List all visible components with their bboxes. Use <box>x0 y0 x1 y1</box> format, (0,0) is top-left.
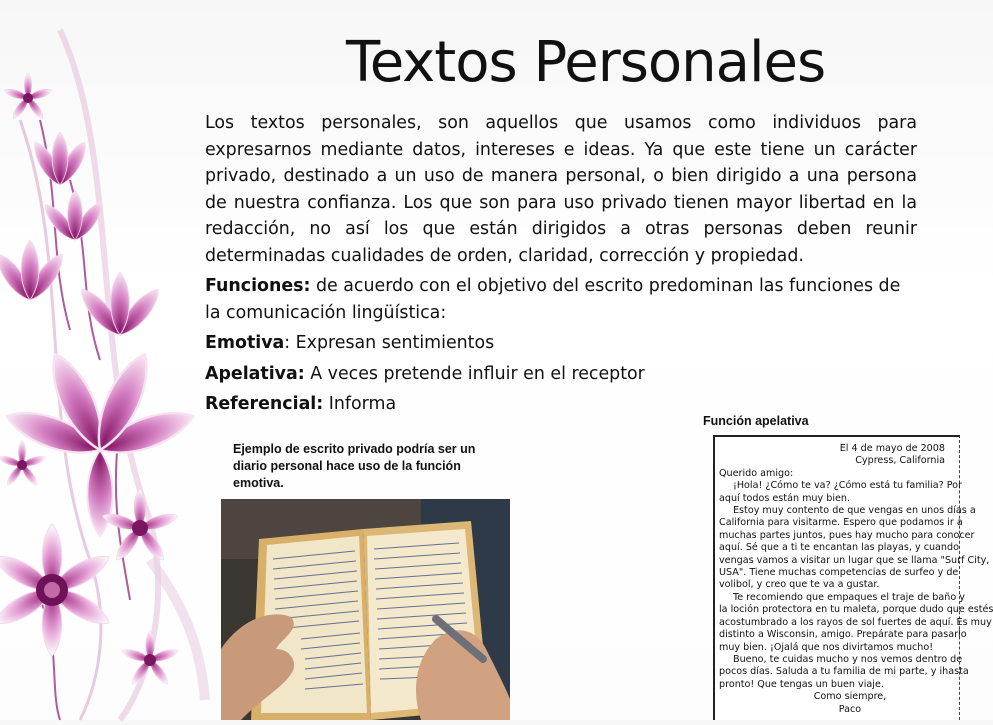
letter-closing: Como siempre, <box>813 691 887 703</box>
letter-line: Bueno, te cuidas mucho y nos vemos dentro de <box>733 653 963 665</box>
letter-line: distinto a Wisconsin, amigo. Prepárate para pasarlo <box>719 629 967 641</box>
function-label: Referencial: <box>205 394 324 414</box>
functions-label: Funciones: <box>205 276 311 296</box>
diary-photo <box>221 499 510 720</box>
letter-line: acostumbrado a los rayos de sol fuertes de aquí. Es muy <box>719 616 992 628</box>
letter-place: Cypress, California <box>855 455 945 467</box>
page-title: Textos Personales <box>346 30 826 95</box>
function-text: A veces pretende influir en el receptor <box>304 363 645 384</box>
function-text: Informa <box>323 394 397 414</box>
functions-text: de acuerdo con el objetivo del escrito predominan las funciones de la comunicación lingüística: <box>205 276 901 323</box>
function-label: Apelativa: <box>205 363 305 384</box>
letter-line: la loción protectora en tu maleta, porque dudo que estés <box>719 604 993 616</box>
letter-greeting: Querido amigo: <box>719 467 794 479</box>
letter-line: ¡Hola! ¿Cómo te va? ¿Cómo está tu familia? Por <box>733 480 962 492</box>
function-text: : Expresan sentimientos <box>284 333 495 353</box>
function-item-referencial <box>205 391 917 418</box>
letter-line: Te recomiendo que empaques el traje de baño y <box>733 591 965 603</box>
letter-line: Estoy muy contento de que vengas en unos días a <box>733 505 976 517</box>
function-item-emotiva <box>205 330 917 357</box>
letter-line: pocos días. Saluda a tu familia de mi parte, y ihasta <box>719 666 969 678</box>
diary-caption: Ejemplo de escrito privado podría ser un diario personal hace uso de la función emotiva. <box>233 442 476 490</box>
letter-line: aquí. Sé que a ti te encantan las playas, y cuando <box>719 542 959 554</box>
letter-line: California para visitarme. Espero que podamos ir a <box>719 517 963 529</box>
functions-paragraph <box>205 273 917 326</box>
letter-example <box>713 435 993 720</box>
function-item-apelativa <box>205 361 917 388</box>
letter-line: volibol, y creo que te va a gustar. <box>719 579 880 591</box>
letter-line: vengas vamos a visitar un lugar que se llama "Surf City, <box>719 554 990 566</box>
intro-paragraph: Los textos personales, son aquellos que usamos como individuos para expresarnos mediante datos, intereses e ideas. Ya que este tiene un carácter privado, destinado a un uso de manera personal, o bien dirigido a una persona de nuestra confianza. Los que son para uso privado tienen mayor libertad en la redacción, no así los que están dirigidos a otras personas deben reunir determinadas cualidades de orden, claridad, corrección y propiedad. <box>205 113 917 266</box>
letter-line: aquí todos están muy bien. <box>719 492 851 504</box>
letter-date: El 4 de mayo de 2008 <box>839 443 945 454</box>
letter-line: pronto! Que tengas un buen viaje. <box>719 678 884 690</box>
letter-line: muy bien. ¡Ojalá que nos divirtamos mucho! <box>719 641 934 653</box>
letter-line: USA". Tiene muchas competencias de surfeo y de <box>719 567 959 579</box>
appellative-caption: Función apelativa <box>703 414 809 428</box>
letter-signature: Paco <box>838 703 862 715</box>
function-label: Emotiva <box>205 333 285 353</box>
letter-line: muchas partes juntos, pues hay mucho para conocer <box>719 529 975 541</box>
main-content <box>205 110 917 418</box>
floral-decoration <box>0 0 210 720</box>
